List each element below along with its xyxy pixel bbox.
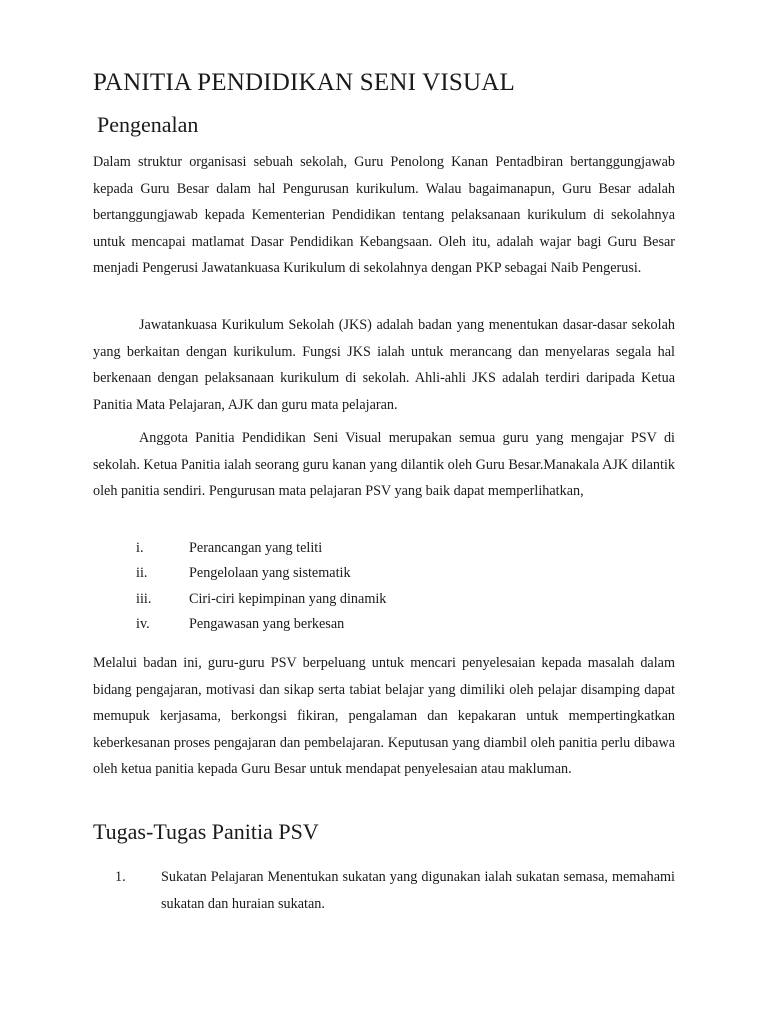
list-item [93,591,675,616]
list-item [93,864,675,917]
section-heading-tugas: Tugas-Tugas Panitia PSV [93,819,319,844]
document-title: PANITIA PENDIDIKAN SENI VISUAL [93,69,515,96]
list-item-number: 1. [115,869,126,885]
list-item-text: Ciri-ciri kepimpinan yang dinamik [189,590,387,607]
list-item-number: i. [136,540,144,556]
paragraph-jks: Jawatankuasa Kurikulum Sekolah (JKS) adalah badan yang menentukan dasar-dasar sekolah yang berkaitan dengan kurikulum. Fungsi JKS ialah untuk merancang dan menyelaras segala hal berkenaan dengan pelaksanaan kurikulum di sekolah. Ahli-ahli JKS adalah terdiri daripada Ketua Panitia Mata Pelajaran, AJK dan guru mata pelajaran. [93,317,675,413]
paragraph-anggota: Anggota Panitia Pendidikan Seni Visual merupakan semua guru yang mengajar PSV di sekolah. Ketua Panitia ialah seorang guru kanan yang dilantik oleh Guru Besar.Manakala AJK dilantik oleh panitia sendiri. Pengurusan mata pelajaran PSV yang baik dapat memperlihatkan, [93,430,675,500]
list-item [93,616,675,641]
list-item-number: iv. [136,615,150,632]
list-item-text: Pengelolaan yang sistematik [189,565,351,582]
list-item-number: iii. [136,590,152,607]
task-numbered-list [93,864,675,917]
section-heading-pengenalan: Pengenalan [97,112,199,137]
list-item [93,540,675,565]
list-item-text: Sukatan Pelajaran Menentukan sukatan yang digunakan ialah sukatan semasa, memahami sukatan dan huraian sukatan. [161,869,675,912]
list-item-text: Pengawasan yang berkesan [189,615,345,632]
list-item-text: Perancangan yang teliti [189,540,323,556]
roman-numeral-list [93,540,675,641]
list-item-number: ii. [136,565,148,582]
list-item [93,565,675,590]
paragraph-intro: Dalam struktur organisasi sebuah sekolah, Guru Penolong Kanan Pentadbiran bertanggungjawab kepada Guru Besar dalam hal Pengurusan kurikulum. Walau bagaimanapun, Guru Besar adalah bertanggungjawab kepada Kementerian Pendidikan tentang pelaksanaan kurikulum di sekolahnya untuk mencapai matlamat Dasar Pendidikan Kebangsaan. Oleh itu, adalah wajar bagi Guru Besar menjadi Pengerusi Jawatankuasa Kurikulum di sekolahnya dengan PKP sebagai Naib Pengerusi. [93,154,675,277]
paragraph-melalui: Melalui badan ini, guru-guru PSV berpeluang untuk mencari penyelesaian kepada masalah dalam bidang pengajaran, motivasi dan sikap serta tabiat belajar yang dimiliki oleh pelajar disamping dapat memupuk kerjasama, berkongsi fikiran, pengalaman dan kepakaran untuk mempertingkatkan keberkesanan proses pengajaran dan pembelajaran. Keputusan yang diambil oleh panitia perlu dibawa oleh ketua panitia kepada Guru Besar untuk mendapat penyelesaian atau makluman. [93,655,675,777]
